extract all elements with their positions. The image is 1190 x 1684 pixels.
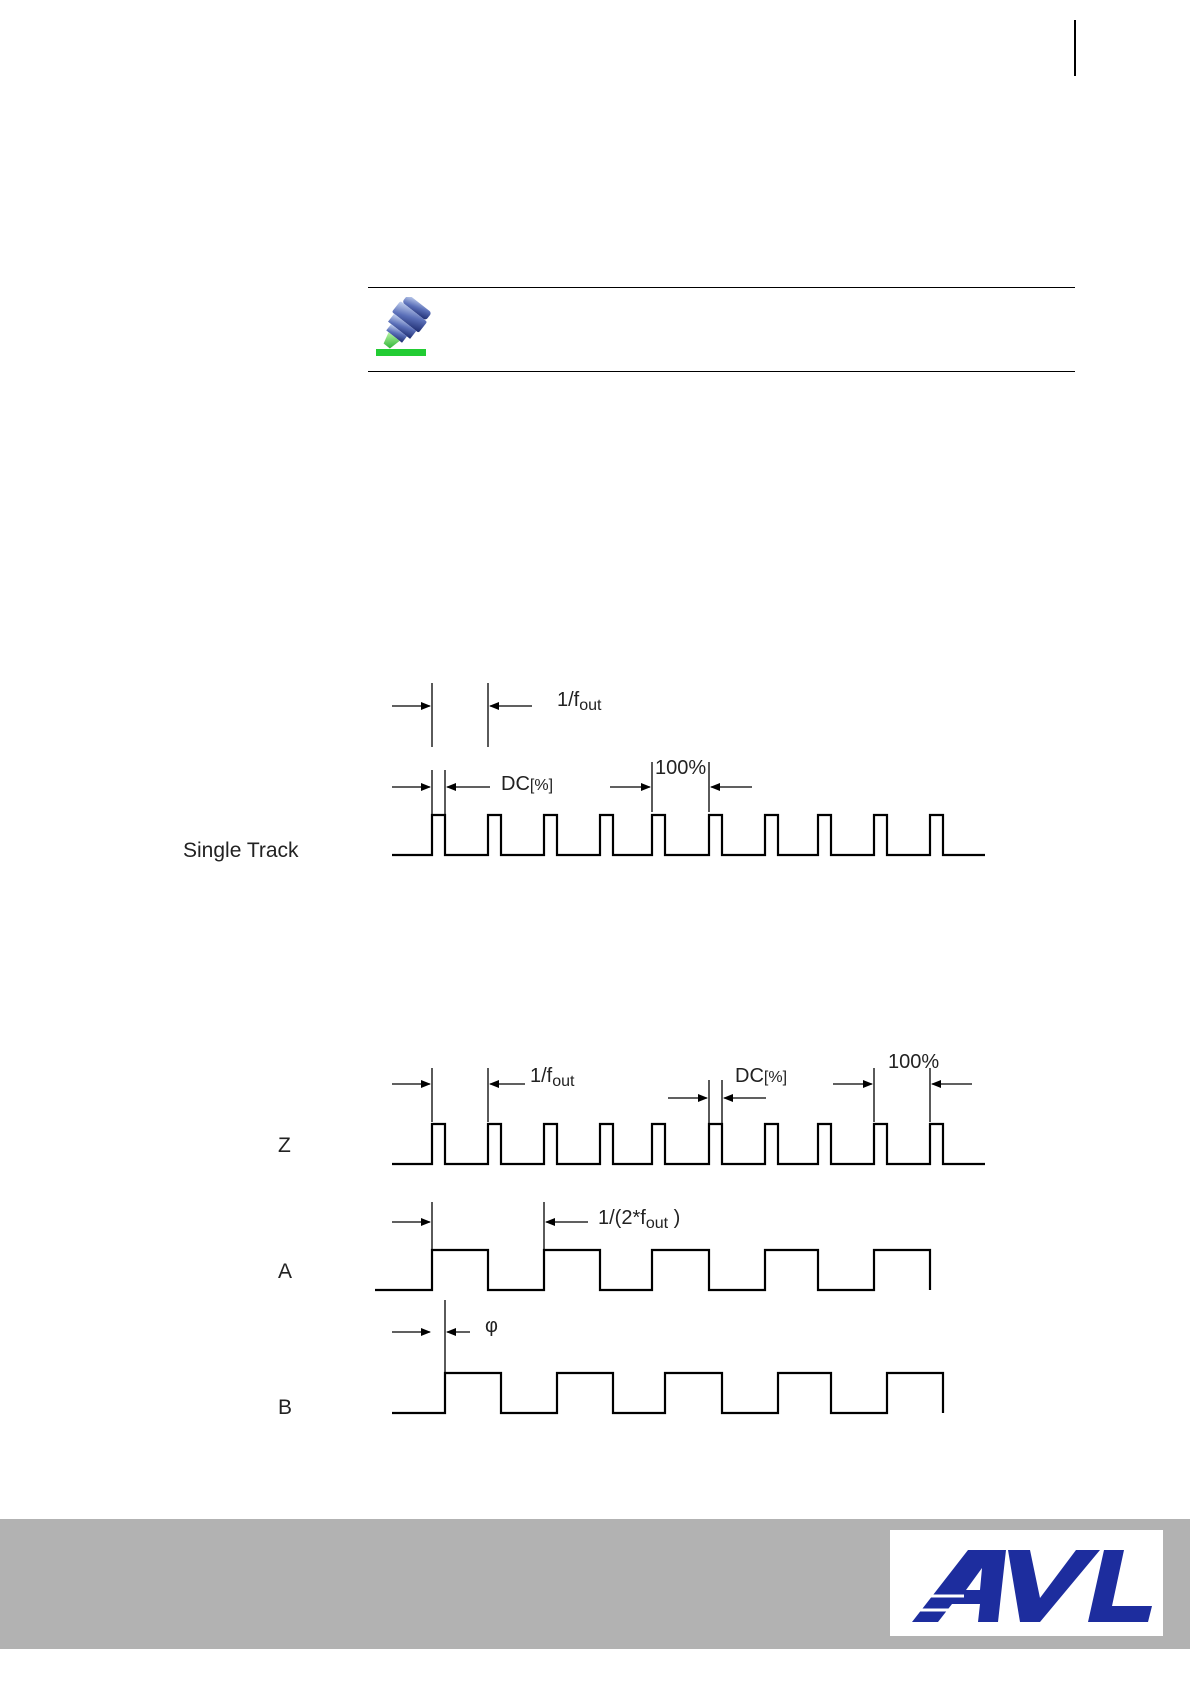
- avl-logo-mark: [890, 1530, 1163, 1636]
- single-track-waveform: [392, 815, 985, 855]
- z-dc-label: DC[%]: [735, 1065, 788, 1087]
- quadrature-figure: [278, 1051, 985, 1419]
- phase-label: φ: [485, 1315, 498, 1337]
- a-period-label: $1/(2*f_{out}$ ): [598, 1207, 681, 1232]
- single-track-label: Single Track: [183, 839, 299, 862]
- z-full-label: 100%: [888, 1051, 940, 1073]
- single-period-label: $1/f_{out}$: [557, 689, 602, 714]
- single-dc-label: DC[%]: [501, 773, 554, 795]
- avl-logo: [890, 1530, 1163, 1636]
- single-full-label: 100%: [655, 757, 707, 779]
- track-a-label: A: [278, 1260, 293, 1283]
- z-period-label: $1/f_{out}$: [530, 1065, 575, 1090]
- track-z-label: Z: [278, 1134, 291, 1157]
- a-track-waveform: [375, 1250, 930, 1290]
- z-track-waveform: [392, 1124, 985, 1164]
- single-track-figure: [183, 683, 985, 862]
- track-b-label: B: [278, 1396, 293, 1419]
- b-track-waveform: [392, 1373, 943, 1413]
